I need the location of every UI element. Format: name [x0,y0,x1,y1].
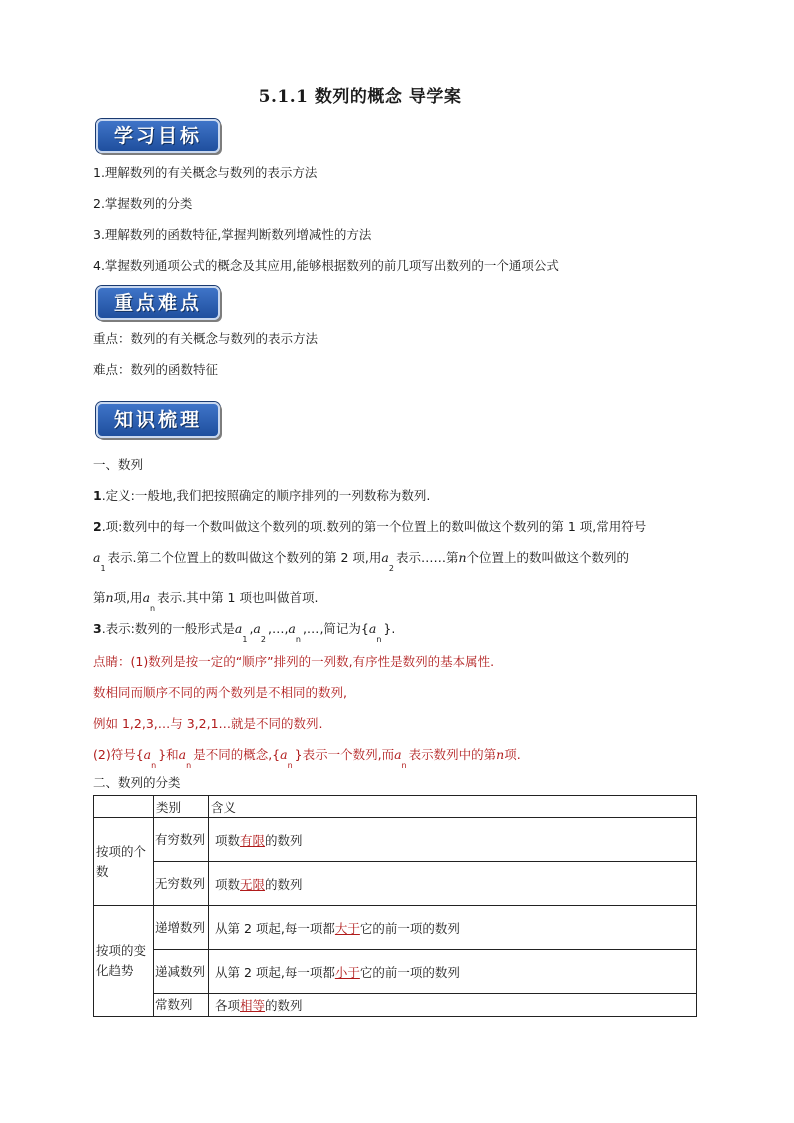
note-text: (2)符号{ [93,747,144,762]
definition-text: .定义:一般地,我们把按照确定的顺序排列的一列数称为数列. [101,488,431,503]
representation-text: }. [383,621,396,636]
symbol-a: a [288,621,296,636]
item-number: 3 [93,621,102,636]
goal-item: 1.理解数列的有关概念与数列的表示方法 [93,165,318,180]
meaning-text: 的数列 [265,876,303,892]
table-row [94,994,697,1017]
category-cell: 常数列 [154,994,209,1017]
table-row [94,818,697,862]
meaning-text: 项数 [215,832,241,848]
separator: , [249,621,254,636]
meaning-text: 各项 [215,998,241,1013]
subscript: n [150,604,156,613]
meaning-cell [209,950,697,994]
subscript: 1 [242,635,248,644]
meaning-cell [209,994,697,1017]
item-number: 1 [93,488,102,503]
meaning-text: 的数列 [265,998,303,1013]
subscript: 1 [100,564,106,573]
symbol-a: a [143,747,152,762]
symbol-a: a [93,550,101,565]
subscript: n [186,761,192,770]
note-text: 项. [504,747,521,762]
symbol-a: a [381,550,389,565]
goal-item: 4.掌握数列通项公式的概念及其应用,能够根据数列的前几项写出数列的一个通项公式 [93,258,559,273]
group-cell: 按项的个数 [94,818,154,906]
table-row [94,950,697,994]
meaning-keyword: 小于 [334,964,360,980]
meaning-cell [209,818,697,862]
table-row [94,862,697,906]
term-paragraph-line3 [93,588,319,613]
symbol-n: n [458,550,467,565]
meaning-keyword: 无限 [240,876,266,892]
term-text: 表示……第 [395,550,459,565]
term-text: 第 [93,590,106,605]
note-text: }和 [158,747,179,762]
meaning-cell [209,862,697,906]
term-text: 表示.其中第 1 项也叫做首项. [157,590,319,605]
note-text: }表示一个数列,而 [294,747,395,762]
classification-table [93,795,697,1017]
subscript: n [376,635,382,644]
symbol-a: a [394,747,402,762]
page-title: 5.1.1 数列的概念 导学案 [258,87,462,107]
meaning-text: 从第 2 项起,每一项都 [215,920,335,936]
meaning-text: 的数列 [265,832,303,848]
representation-text: .表示:数列的一般形式是 [101,621,235,636]
separator: ,…, [267,621,289,636]
goal-item: 2.掌握数列的分类 [93,196,193,211]
symbol-a: a [234,621,243,636]
category-cell: 有穷数列 [154,818,209,862]
category-cell: 递增数列 [154,906,209,950]
note-line: 例如 1,2,3,…与 3,2,1…就是不同的数列. [93,716,323,731]
definition-paragraph [93,486,430,504]
term-paragraph-line2 [93,548,630,573]
term-text: .项:数列中的每一个数叫做这个数列的项.数列的第一个位置上的数叫做这个数列的第 1 项,常用符号 [101,519,647,534]
section-badge-knowledge: 知识梳理 [96,402,220,438]
table-row [94,906,697,950]
section-heading-sequence: 一、数列 [93,457,144,472]
note-line: 数相同而顺序不同的两个数列是不相同的数列, [93,685,347,700]
item-number: 2 [93,519,102,534]
meaning-keyword: 有限 [240,832,266,848]
symbol-a: a [178,747,187,762]
subscript: n [151,761,157,770]
term-text: 项,用 [113,590,143,605]
term-text: 个位置上的数叫做这个数列的 [466,550,630,565]
table-header-row [94,796,697,818]
subscript: n [287,761,293,770]
meaning-text: 项数 [215,876,241,892]
table-cell-empty [94,796,154,818]
meaning-keyword: 大于 [334,920,360,936]
difficult-point: 难点：数列的函数特征 [93,362,219,377]
subscript: 2 [388,564,394,573]
meaning-text: 它的前一项的数列 [359,920,460,936]
category-cell: 无穷数列 [154,862,209,906]
section-badge-keypoints: 重点难点 [96,286,220,320]
symbol-a: a [368,621,377,636]
note-text: 是不同的概念,{ [193,747,281,762]
meaning-cell [209,906,697,950]
section-badge-goals: 学习目标 [96,119,220,153]
representation-paragraph [93,619,396,644]
meaning-text: 从第 2 项起,每一项都 [215,964,335,980]
symbol-a: a [253,621,261,636]
group-cell: 按项的变化趋势 [94,906,154,1017]
note-line: 点睛：(1)数列是按一定的“顺序”排列的一列数,有序性是数列的基本属性. [93,654,495,669]
meaning-keyword: 相等 [240,998,266,1013]
goal-item: 3.理解数列的函数特征,掌握判断数列增减性的方法 [93,227,372,242]
meaning-text: 它的前一项的数列 [359,964,460,980]
note-line-symbols [93,745,521,770]
symbol-n: n [105,590,114,605]
symbol-a: a [142,590,151,605]
subscript: n [295,635,301,644]
separator: ,… [302,621,320,636]
term-paragraph-line1 [93,517,646,535]
note-text: 表示数列中的第 [408,747,497,762]
section-heading-classification: 二、数列的分类 [93,775,181,790]
representation-text: ,简记为{ [319,621,369,636]
key-point: 重点：数列的有关概念与数列的表示方法 [93,331,319,346]
table-header: 含义 [209,796,697,818]
table-header: 类别 [154,796,209,818]
symbol-n: n [496,747,505,762]
subscript: n [401,761,407,770]
category-cell: 递减数列 [154,950,209,994]
subscript: 2 [260,635,266,644]
term-text: 表示.第二个位置上的数叫做这个数列的第 2 项,用 [107,550,382,565]
symbol-a: a [280,747,288,762]
